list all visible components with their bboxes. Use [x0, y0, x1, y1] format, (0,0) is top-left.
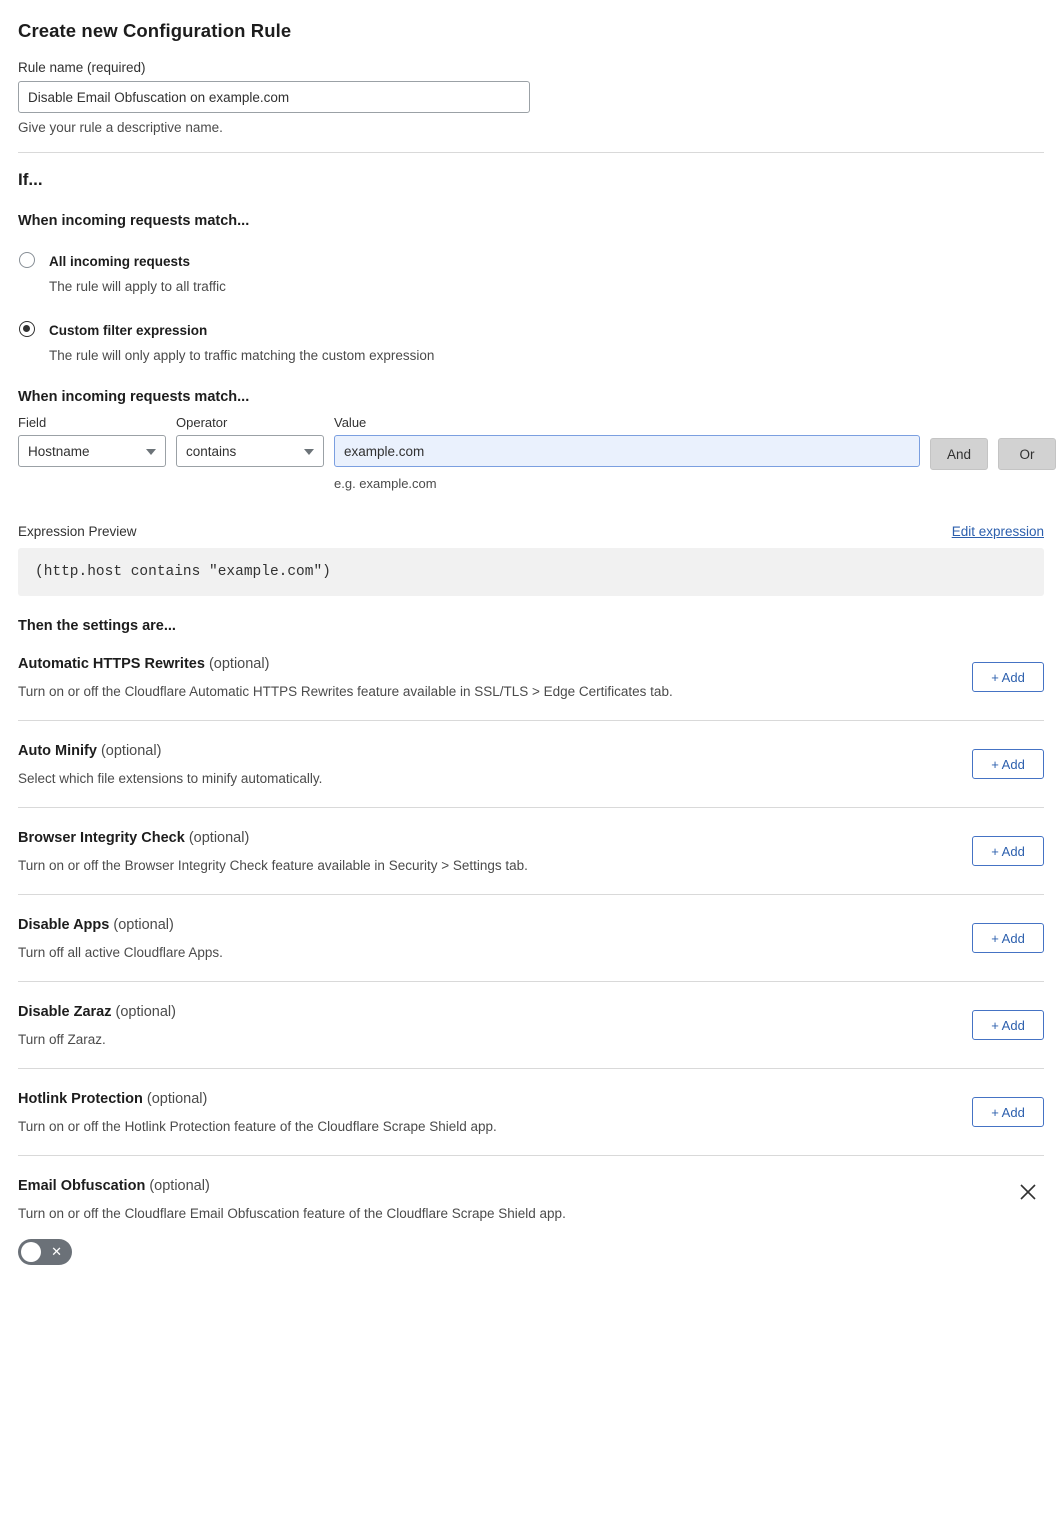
- setting-description: Select which file extensions to minify automatically.: [18, 771, 323, 787]
- if-section-heading: If...: [18, 170, 43, 189]
- setting-title: [18, 1004, 1044, 1020]
- setting-automatic-https-rewrites: [18, 634, 1044, 721]
- radio-option-custom-filter-expression[interactable]: [18, 319, 1044, 367]
- edit-expression-link[interactable]: Edit expression: [951, 524, 1044, 540]
- setting-title: [18, 656, 1044, 672]
- add-button[interactable]: + Add: [972, 1010, 1044, 1040]
- setting-title: [18, 1091, 1044, 1107]
- setting-optional-tag: (optional): [208, 656, 270, 673]
- match-title: When incoming requests match...: [18, 213, 250, 229]
- add-button[interactable]: + Add: [972, 749, 1044, 779]
- setting-description: Turn on or off the Hotlink Protection feature of the Cloudflare Scrape Shield app.: [18, 1119, 497, 1135]
- setting-disable-zaraz: [18, 982, 1044, 1069]
- setting-title: [18, 743, 1044, 759]
- setting-name: Email Obfuscation: [18, 1178, 146, 1195]
- setting-optional-tag: (optional): [115, 1004, 176, 1021]
- setting-optional-tag: (optional): [146, 1091, 208, 1108]
- setting-name: Disable Zaraz: [18, 1004, 112, 1021]
- add-button[interactable]: + Add: [972, 1097, 1044, 1127]
- email-obfuscation-toggle[interactable]: [18, 1239, 72, 1265]
- toggle-off-icon: ✕: [51, 1244, 62, 1260]
- expression-preview: (http.host contains "example.com"): [18, 548, 1044, 596]
- chevron-down-icon: [304, 449, 314, 455]
- rule-name-input[interactable]: [18, 81, 530, 113]
- and-button[interactable]: And: [930, 438, 988, 470]
- setting-title: [18, 917, 1044, 933]
- radio-label: Custom filter expression: [49, 322, 208, 338]
- operator-label: Operator: [176, 415, 228, 431]
- expression-header: [18, 524, 1044, 539]
- setting-title: [18, 830, 1044, 846]
- radio-label: All incoming requests: [49, 254, 191, 269]
- setting-optional-tag: (optional): [149, 1178, 210, 1195]
- logic-buttons: [930, 415, 1056, 470]
- setting-name: Auto Minify: [18, 743, 97, 760]
- expression-preview-label: Expression Preview: [18, 524, 137, 540]
- field-select-value: Hostname: [28, 443, 90, 459]
- radio-description: The rule will only apply to traffic matching the custom expression: [49, 347, 435, 363]
- chevron-down-icon: [146, 449, 156, 455]
- add-button[interactable]: + Add: [972, 836, 1044, 866]
- setting-description: Turn on or off the Cloudflare Automatic HTTPS Rewrites feature available in SSL/TLS > Edge Certificates tab.: [18, 684, 673, 700]
- rule-name-help: Give your rule a descriptive name.: [18, 120, 223, 135]
- setting-hotlink-protection: [18, 1069, 1044, 1156]
- field-label: Field: [18, 415, 47, 431]
- rule-name-label: Rule name (required): [18, 60, 146, 75]
- setting-name: Automatic HTTPS Rewrites: [18, 656, 205, 673]
- toggle-knob: [21, 1242, 41, 1262]
- setting-description: Turn on or off the Cloudflare Email Obfuscation feature of the Cloudflare Scrape Shield app.: [18, 1206, 566, 1222]
- filter-builder-row: [18, 415, 1044, 491]
- radio-icon-selected[interactable]: [19, 321, 35, 337]
- setting-email-obfuscation: [18, 1156, 1044, 1286]
- or-button[interactable]: Or: [998, 438, 1056, 470]
- radio-icon[interactable]: [19, 252, 35, 268]
- then-section-title: Then the settings are...: [18, 618, 176, 635]
- field-column: [18, 415, 166, 467]
- value-label: Value: [334, 415, 367, 431]
- setting-description: Turn on or off the Browser Integrity Check feature available in Security > Settings tab.: [18, 858, 528, 874]
- radio-description: The rule will apply to all traffic: [49, 278, 226, 294]
- setting-auto-minify: [18, 721, 1044, 808]
- setting-browser-integrity-check: [18, 808, 1044, 895]
- operator-column: [176, 415, 324, 467]
- operator-select-value: contains: [186, 443, 237, 459]
- add-button[interactable]: + Add: [972, 923, 1044, 953]
- operator-select[interactable]: [176, 435, 324, 467]
- value-column: [334, 415, 920, 491]
- setting-disable-apps: [18, 895, 1044, 982]
- field-select[interactable]: [18, 435, 166, 467]
- setting-name: Hotlink Protection: [18, 1091, 143, 1108]
- radio-option-all-incoming-requests[interactable]: [18, 250, 1044, 298]
- setting-optional-tag: (optional): [188, 830, 250, 847]
- add-button[interactable]: + Add: [972, 662, 1044, 692]
- divider: [18, 152, 1044, 153]
- setting-optional-tag: (optional): [100, 743, 162, 760]
- setting-name: Browser Integrity Check: [18, 830, 185, 847]
- setting-description: Turn off all active Cloudflare Apps.: [18, 945, 223, 961]
- close-icon[interactable]: [1018, 1182, 1038, 1202]
- setting-title: [18, 1178, 1044, 1194]
- setting-optional-tag: (optional): [113, 917, 174, 934]
- value-input[interactable]: [334, 435, 920, 467]
- value-hint: e.g. example.com: [334, 476, 437, 492]
- filter-builder-title: When incoming requests match...: [18, 389, 250, 406]
- setting-name: Disable Apps: [18, 917, 110, 934]
- page-title: Create new Configuration Rule: [18, 20, 292, 41]
- setting-description: Turn off Zaraz.: [18, 1032, 106, 1048]
